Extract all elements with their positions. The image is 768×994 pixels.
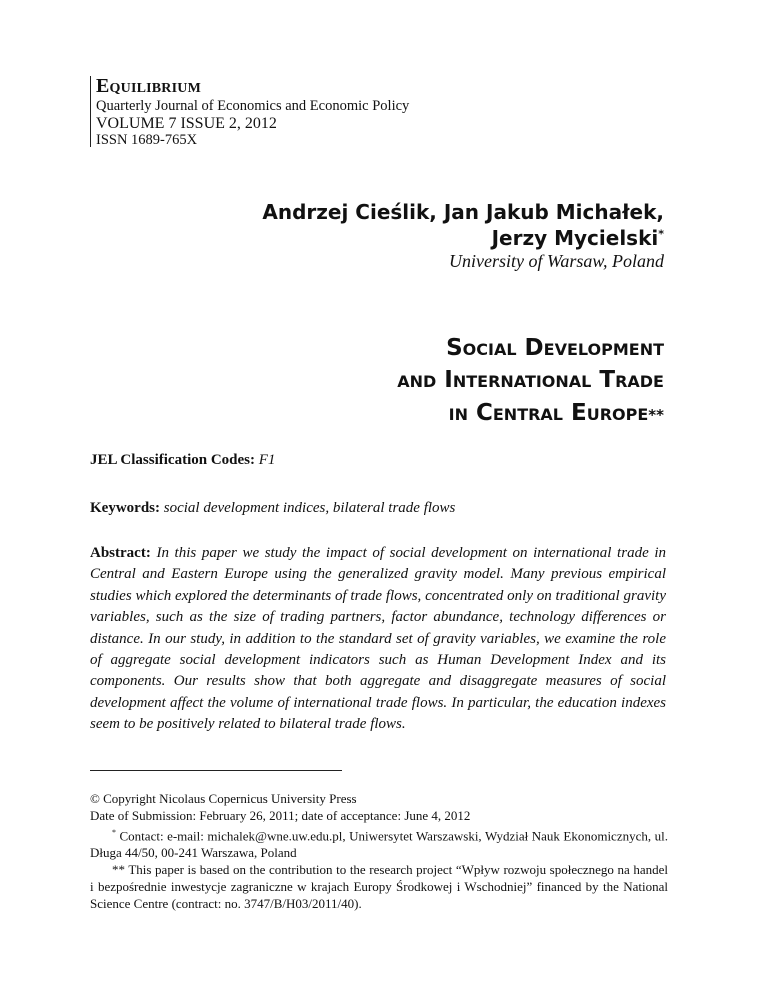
title-line-1: Social Development [446, 335, 664, 361]
affiliation: University of Warsaw, Poland [449, 251, 664, 271]
keywords-label: Keywords: [90, 500, 160, 516]
project-note: ** This paper is based on the contribution to the research project “Wpływ rozwoju społecznego na handel i bezpośrednie inwestycje zagraniczne w krajach Europy Środkowej i Wschodniej” financed by the National Science Centre (contract: no. 3747/B/H03/2011/40). [90, 862, 668, 912]
jel-value: F1 [258, 452, 276, 468]
authors-line-1: Andrzej Cieślik, Jan Jakub Michałek, [262, 200, 664, 224]
author-list [262, 199, 664, 251]
abstract-text: In this paper we study the impact of social development on international trade in Central and Eastern Europe using the generalized gravity model. Many previous empirical studies which explored the determinants of trade flows, concentrated only on traditional gravity variables, such as the size of trading partners, factor abundance, technology differences or distance. In our study, in addition to the standard set of gravity variables, we examine the role of aggregate social development indicators such as Human Development Index and its components. Our results show that both aggregate and disaggregate measures of social development affect the volume of international trade flows. In particular, the education indexes seem to be positively related to bilateral trade flows. [90, 545, 667, 733]
keywords-value: social development indices, bilateral trade flows [163, 500, 456, 516]
authors-line-2 [262, 225, 664, 251]
journal-issn: ISSN 1689-765X [96, 131, 198, 148]
title-footnote-mark: ** [648, 405, 664, 424]
contact-footnote-mark: * [112, 828, 116, 837]
journal-header [90, 76, 409, 147]
abstract-label: Abstract: [90, 545, 151, 561]
journal-subtitle: Quarterly Journal of Economics and Economic Policy [96, 98, 410, 114]
title-line-3 [397, 397, 664, 429]
contact-note [90, 824, 668, 861]
footnotes [90, 790, 668, 912]
abstract [90, 543, 666, 736]
jel-label: JEL Classification Codes: [90, 452, 256, 468]
jel-codes [90, 452, 275, 469]
footnote-divider [90, 770, 342, 771]
contact-text: Contact: e-mail: michalek@wne.uw.edu.pl, Uniwersytet Warszawski, Wydział Nauk Ekonomicznych, ul. Długa 44/50, 00-241 Warszawa, Poland [90, 828, 668, 861]
title-line-3-text: in Central Europe [448, 399, 649, 426]
paper-title [397, 332, 664, 429]
copyright-note: © Copyright Nicolaus Copernicus University Press [90, 791, 357, 806]
journal-name: Equilibrium [96, 75, 201, 97]
author-name: Jerzy Mycielski [491, 226, 659, 250]
journal-volume: VOLUME 7 ISSUE 2, 2012 [96, 114, 277, 132]
title-line-2: and International Trade [397, 367, 664, 394]
submission-dates: Date of Submission: February 26, 2011; date of acceptance: June 4, 2012 [90, 808, 471, 823]
footnote-mark: * [658, 227, 664, 241]
keywords [90, 500, 455, 517]
